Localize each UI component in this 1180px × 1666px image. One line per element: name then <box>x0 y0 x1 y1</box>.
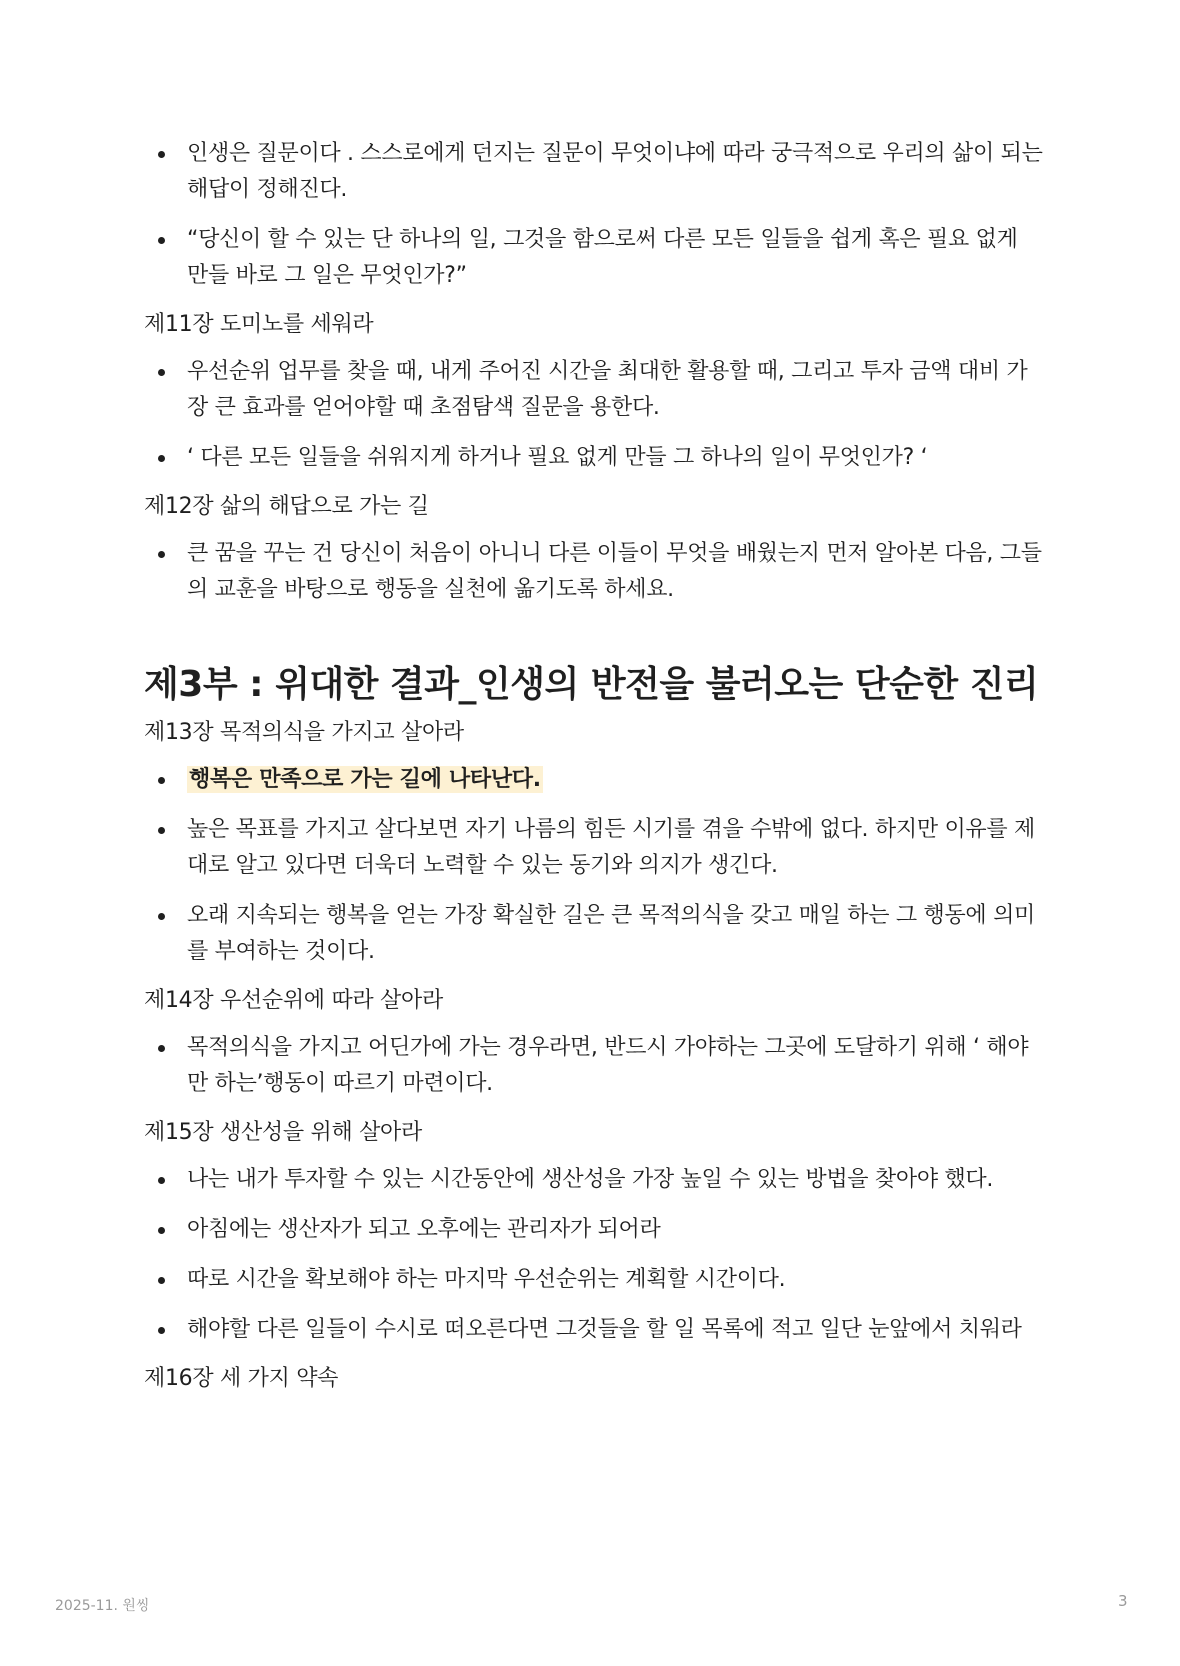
list-item: 아침에는 생산자가 되고 오후에는 관리자가 되어라 <box>144 1212 1044 1248</box>
footer-label: 2025-11. 원씽 <box>55 1598 150 1614</box>
list-item: 따로 시간을 확보해야 하는 마지막 우선순위는 계획할 시간이다. <box>144 1262 1044 1298</box>
list-item: ‘ 다른 모든 일들을 쉬워지게 하거나 필요 없게 만들 그 하나의 일이 무엇인가? ‘ <box>144 440 1044 476</box>
bullet-list-intro <box>144 136 1044 294</box>
list-item: 우선순위 업무를 찾을 때, 내게 주어진 시간을 최대한 활용할 때, 그리고 투자 금액 대비 가장 큰 효과를 얻어야할 때 초점탐색 질문을 용한다. <box>144 354 1044 426</box>
chapter-15-title: 제15장 생산성을 위해 살아라 <box>144 1120 422 1145</box>
list-item: 해야할 다른 일들이 수시로 떠오른다면 그것들을 할 일 목록에 적고 일단 눈앞에서 치워라 <box>144 1312 1044 1348</box>
list-item: 목적의식을 가지고 어딘가에 가는 경우라면, 반드시 가야하는 그곳에 도달하기 위해 ‘ 해야만 하는’행동이 따르기 마련이다. <box>144 1030 1044 1102</box>
chapter-14-list <box>144 1030 1044 1102</box>
list-item: 높은 목표를 가지고 살다보면 자기 나름의 힘든 시기를 겪을 수밖에 없다. 하지만 이유를 제대로 알고 있다면 더욱더 노력할 수 있는 동기와 의지가 생긴다. <box>144 812 1044 884</box>
part-3-heading: 제3부 : 위대한 결과_인생의 반전을 불러오는 단순한 진리 <box>144 664 1039 705</box>
chapter-14-title: 제14장 우선순위에 따라 살아라 <box>144 988 443 1013</box>
chapter-15-list <box>144 1162 1044 1348</box>
list-item: 나는 내가 투자할 수 있는 시간동안에 생산성을 가장 높일 수 있는 방법을 찾아야 했다. <box>144 1162 1044 1198</box>
chapter-13-list <box>144 762 1044 970</box>
list-item-highlighted <box>144 762 1044 798</box>
chapter-11-title: 제11장 도미노를 세워라 <box>144 312 374 337</box>
list-item: 오래 지속되는 행복을 얻는 가장 확실한 길은 큰 목적의식을 갖고 매일 하는 그 행동에 의미를 부여하는 것이다. <box>144 898 1044 970</box>
list-item: “당신이 할 수 있는 단 하나의 일, 그것을 함으로써 다른 모든 일들을 쉽게 혹은 필요 없게 만들 바로 그 일은 무엇인가?” <box>144 222 1044 294</box>
page-number: 3 <box>1118 1592 1128 1610</box>
chapter-16-title: 제16장 세 가지 약속 <box>144 1366 339 1391</box>
page-content <box>144 136 1044 1408</box>
chapter-12-list <box>144 536 1044 608</box>
chapter-13-title: 제13장 목적의식을 가지고 살아라 <box>144 720 464 745</box>
highlighted-text: 행복은 만족으로 가는 길에 나타난다. <box>189 767 541 792</box>
chapter-12-title: 제12장 삶의 해답으로 가는 길 <box>144 494 429 519</box>
list-item: 인생은 질문이다 . 스스로에게 던지는 질문이 무엇이냐에 따라 궁극적으로 우리의 삶이 되는 해답이 정해진다. <box>144 136 1044 208</box>
chapter-11-list <box>144 354 1044 476</box>
list-item: 큰 꿈을 꾸는 건 당신이 처음이 아니니 다른 이들이 무엇을 배웠는지 먼저 알아본 다음, 그들의 교훈을 바탕으로 행동을 실천에 옮기도록 하세요. <box>144 536 1044 608</box>
